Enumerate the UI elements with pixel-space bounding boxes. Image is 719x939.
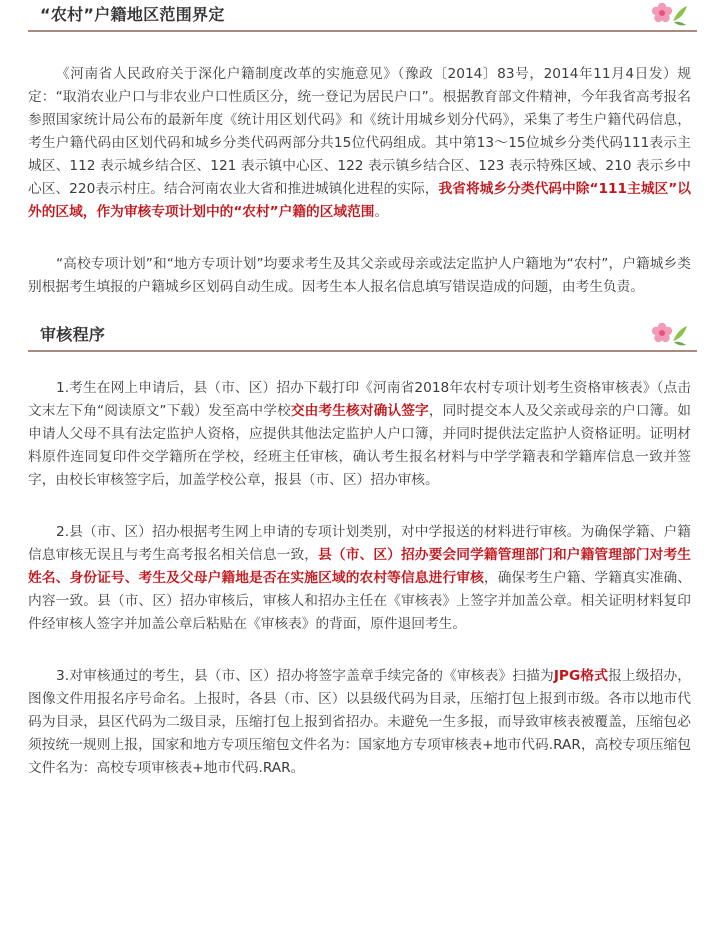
paragraph-text: 3.对审核通过的考生，县（市、区）招办将签字盖章手续完备的《审核表》扫描为 [56, 668, 554, 684]
paragraph-text: ，同时提交本人及父亲或母亲的户口簿。如申请人父母不具有法定监护人资格，应提供其他法定监护人户口簿，并同时提供法定监护人资格证明。证明材料原件连同复印件交学籍所在学校，经班主任审核，确认考生报名材料与中学学籍表和学籍库信息一致并签字，由校长审核签字后，加盖学校公章，报县（市、区）招办审核。 [28, 403, 691, 488]
paragraph-text: “高校专项计划”和“地方专项计划”均要求考生及其父亲或母亲或法定监护人户籍地为“农村”，户籍城乡类别根据考生填报的户籍城乡区划码自动生成。因考生本人报名信息填写错误造成的问题，由考生负责。 [28, 256, 691, 295]
highlight-text: 交由考生核对确认签字 [290, 403, 429, 419]
paragraph-text: 1.考生在网上申请后，县（市、区）招办下载打印《河南省2018年农村专项计划考生资格审核表》（点击文末左下角“阅读原文”下载）发至高中学校 [28, 380, 691, 419]
section-header [28, 0, 697, 32]
section-title: 审核程序 [40, 325, 106, 344]
paragraph-text: 报上级招办，图像文件用报名序号命名。上报时，各县（市、区）以县级代码为目录，压缩打包上报到市级。各市以地市代码为目录，县区代码为二级目录，压缩打包上报到省招办。未避免一生多报，而导致审核表被覆盖，压缩包必须按统一规则上报，国家和地方专项压缩包文件名为：国家地方专项审核表+地市代码.RAR，高校专项压缩包文件名为：高校专项审核表+地市代码.RAR。 [28, 668, 691, 776]
paragraph [0, 253, 719, 299]
section-header [28, 320, 697, 352]
paragraph-text: 。 [374, 204, 389, 220]
highlight-text: 我省将城乡分类代码中除“111主城区”以外的区域，作为审核专项计划中的“农村”户籍的区域范围 [28, 181, 691, 220]
paragraph-text: 《河南省人民政府关于深化户籍制度改革的实施意见》（豫政〔2014〕83号，2014年11月4日发）规定：“取消农业户口与非农业户口性质区分，统一登记为居民户口”。根据教育部文件精神，今年我省高考报名参照国家统计局公布的最新年度《统计用区划代码》和《统计用城乡划分代码》，采集了考生户籍代码信息，考生户籍代码由区划代码和城乡分类代码两部分共15位代码组成。其中第13～15位城乡分类代码111表示主城区、112 表示城乡结合区、121 表示镇中心区、122 表示镇乡结合区、123 表示特殊区域、210 表示乡中心区、220表示村庄。结合河南农业大省和推进城镇化进程的实际， [28, 66, 691, 197]
paragraph [0, 521, 719, 636]
section-title: “农村”户籍地区范围界定 [40, 5, 225, 24]
paragraph [0, 63, 719, 224]
paragraph [0, 377, 719, 492]
flower-icon [649, 320, 689, 346]
highlight-text: 县（市、区）招办要会同学籍管理部门和户籍管理部门对考生姓名、身份证号、考生及父母户籍地是否在实施区域的农村等信息进行审核 [28, 547, 691, 586]
paragraph-text: ，确保考生户籍、学籍真实准确、内容一致。县（市、区）招办审核后，审核人和招办主任在《审核表》上签字并加盖公章。相关证明材料复印件经审核人签字并加盖公章后粘贴在《审核表》的背面，原件退回考生。 [28, 570, 691, 632]
flower-icon [649, 0, 689, 26]
highlight-text: JPG格式 [553, 668, 609, 684]
paragraph-text: 2.县（市、区）招办根据考生网上申请的专项计划类别，对中学报送的材料进行审核。为确保学籍、户籍信息审核无误且与考生高考报名相关信息一致， [28, 524, 691, 563]
paragraph [0, 665, 719, 780]
